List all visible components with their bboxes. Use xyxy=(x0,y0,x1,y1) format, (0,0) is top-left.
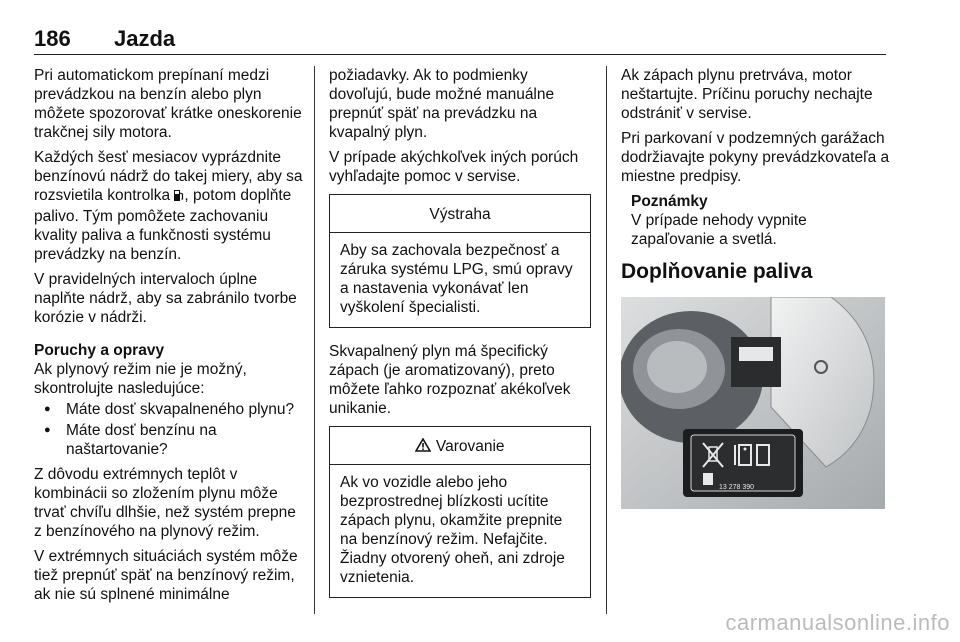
paragraph: požiadavky. Ak to podmienky dovoľujú, bude možné manuálne prepnúť späť na prevádzku na kvapalný plyn. xyxy=(329,67,555,141)
paragraph: V extrémnych situáciách systém môže tiež prepnúť späť na benzínový režim, ak nie sú splnené minimálne xyxy=(34,548,298,603)
paragraph: V pravidelných intervaloch úplne naplňte nádrž, aby sa zabránilo tvorbe korózie v nádrži. xyxy=(34,271,297,326)
chapter-title: Jazda xyxy=(114,26,176,51)
paragraph: V prípade akýchkoľvek iných porúch vyhľadajte pomoc v servise. xyxy=(329,149,579,185)
section-title: Doplňovanie paliva xyxy=(621,260,813,283)
paragraph: Každých šesť mesiacov vyprázdnite benzínovú nádrž do takej miery, aby sa rozsvietila kontrolka , potom doplňte palivo. Tým pomôžete zachovaniu kvality paliva a funkčnosti systému prevádzky na benzín. xyxy=(34,149,303,263)
note-block xyxy=(621,192,891,249)
paragraph: Pri automatickom prepínaní medzi prevádzkou na benzín alebo plyn môžete spozorovať krátke oneskorenie trakčnej sily motora. xyxy=(34,67,302,141)
paragraph: Ak zápach plynu pretrváva, motor neštartujte. Príčinu poruchy nechajte odstrániť v servise. xyxy=(621,67,873,122)
fuel-filler-flap-figure xyxy=(621,297,885,509)
note-text: V prípade nehody vypnite zapaľovanie a svetlá. xyxy=(631,212,807,248)
column-2 xyxy=(329,66,591,612)
list-item: ● Máte dosť skvapalneného plynu? xyxy=(34,400,304,419)
column-1 xyxy=(34,66,304,610)
figure-label: 13 278 390 xyxy=(719,484,755,491)
warning-text: Ak vo vozidle alebo jeho bezprostrednej blízkosti ucítite zápach plynu, okamžite prepnite na benzínový režim. Nefajčite. Žiadny otvorený oheň, ani zdroje vznietenia. xyxy=(340,474,565,586)
fuel-pump-icon xyxy=(174,188,184,207)
warning-title: Varovanie xyxy=(435,438,505,455)
page-number: 186 xyxy=(34,26,71,51)
paragraph: Ak plynový režim nie je možný, skontrolujte nasledujúce: xyxy=(34,361,247,397)
paragraph: Z dôvodu extrémnych teplôt v kombinácii so zložením plynu môže trvať chvíľu dlhšie, než systém prepne z benzínového na plynový režim. xyxy=(34,466,296,540)
warning-triangle-icon xyxy=(415,438,435,455)
caution-title: Výstraha xyxy=(330,195,590,233)
paragraph: Skvapalnený plyn má špecifický zápach (je aromatizovaný), preto môžete ľahko rozpoznať akékoľvek unikanie. xyxy=(329,343,571,417)
subheading: Poruchy a opravy xyxy=(34,342,165,359)
note-title: Poznámky xyxy=(631,193,708,210)
checklist xyxy=(34,400,304,459)
caution-text: Aby sa zachovala bezpečnosť a záruka systému LPG, smú opravy a nastavenia vykonávať len vyškolení špecialisti. xyxy=(340,242,573,316)
paragraph: Pri parkovaní v podzemných garážach dodržiavajte pokyny prevádzkovateľa a miestne predpisy. xyxy=(621,130,890,185)
warning-header xyxy=(330,427,590,465)
column-divider xyxy=(606,66,607,614)
caution-box xyxy=(329,194,591,328)
warning-box xyxy=(329,426,591,598)
list-item: ● Máte dosť benzínu na naštartovanie? xyxy=(34,421,304,459)
page-header xyxy=(34,26,886,55)
watermark: carmanualsonline.info xyxy=(725,610,950,635)
column-3 xyxy=(621,66,891,509)
column-divider xyxy=(314,66,315,614)
